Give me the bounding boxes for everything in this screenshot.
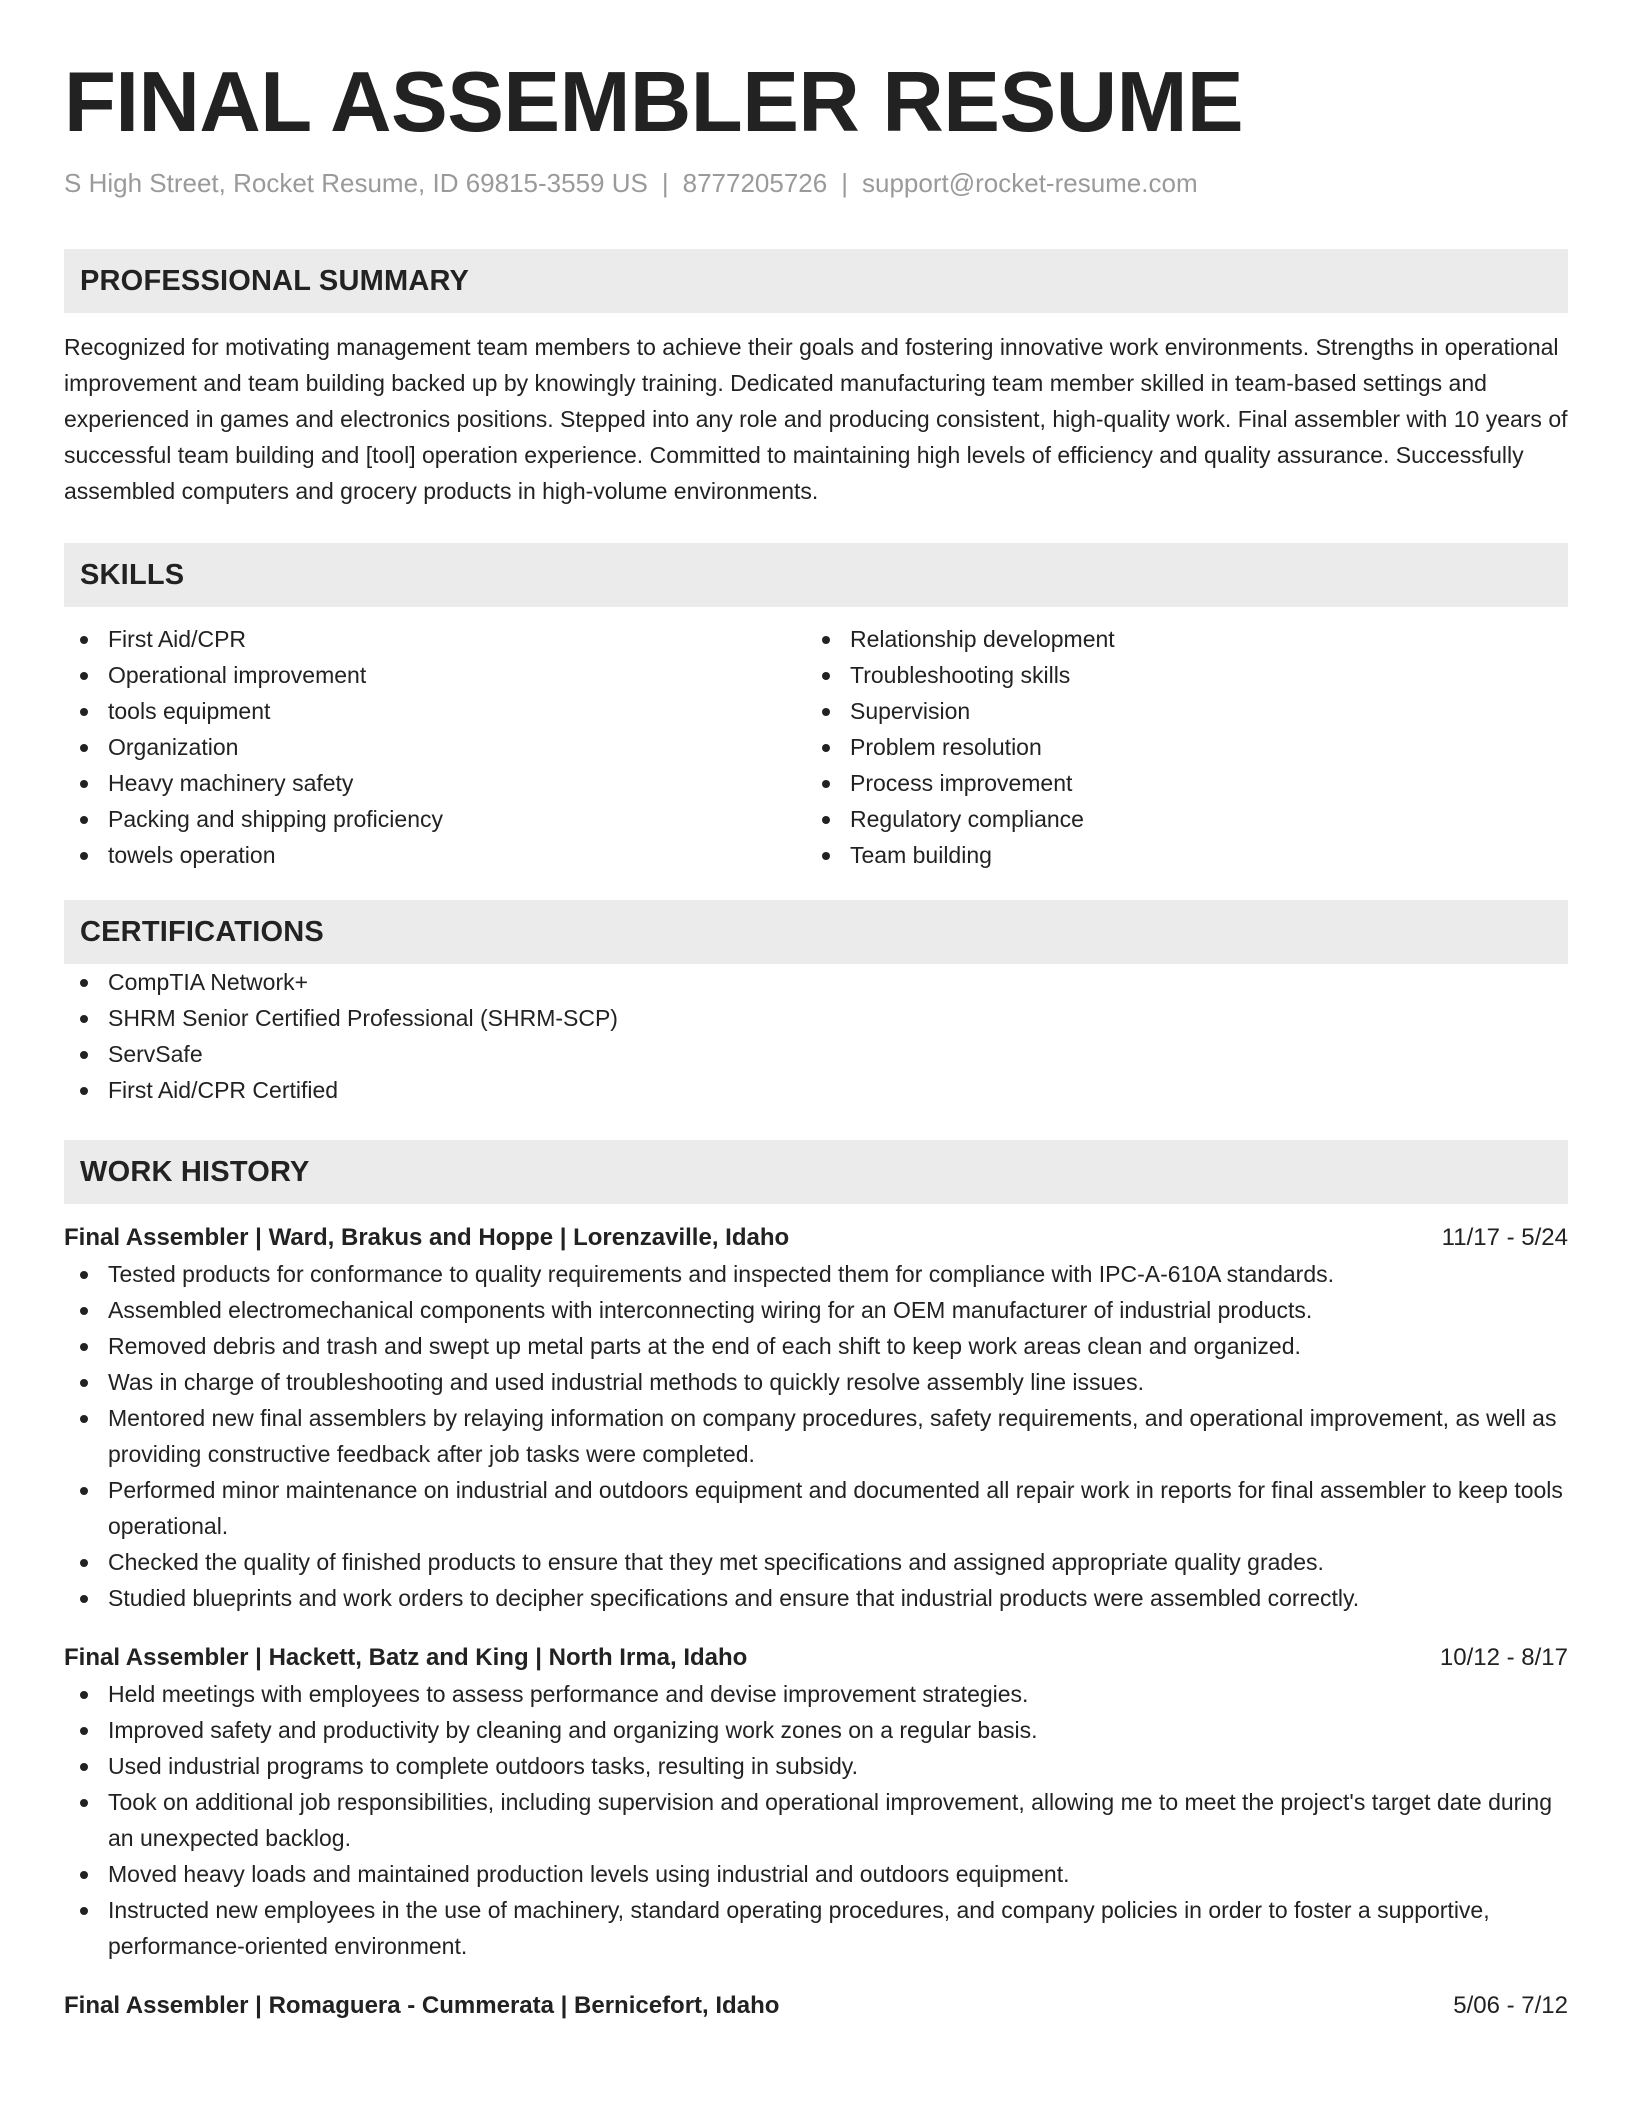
job-duty: Removed debris and trash and swept up metal parts at the end of each shift to keep work areas clean and organized. bbox=[64, 1328, 1568, 1364]
job-duty: Checked the quality of finished products to ensure that they met specifications and assigned appropriate quality grades. bbox=[64, 1544, 1568, 1580]
skill-item: Team building bbox=[806, 837, 1548, 873]
job-duty: Improved safety and productivity by cleaning and organizing work zones on a regular basis. bbox=[64, 1712, 1568, 1748]
skill-item: towels operation bbox=[64, 837, 806, 873]
job-duty: Took on additional job responsibilities, including supervision and operational improvement, allowing me to meet the project's target date during an unexpected backlog. bbox=[64, 1784, 1568, 1856]
skill-item: Supervision bbox=[806, 693, 1548, 729]
skill-item: Regulatory compliance bbox=[806, 801, 1548, 837]
job-duty: Studied blueprints and work orders to decipher specifications and ensure that industrial products were assembled correctly. bbox=[64, 1580, 1568, 1616]
skills-column-left bbox=[64, 621, 806, 873]
job-title: Final Assembler | Romaguera - Cummerata | Bernicefort, Idaho bbox=[64, 1992, 780, 2019]
job-duty: Assembled electromechanical components with interconnecting wiring for an OEM manufacturer of industrial products. bbox=[64, 1292, 1568, 1328]
section-heading-certifications: CERTIFICATIONS bbox=[64, 900, 1568, 964]
contact-email[interactable]: support@rocket-resume.com bbox=[862, 168, 1198, 198]
job-header bbox=[64, 1988, 1568, 2024]
section-heading-skills: SKILLS bbox=[64, 543, 1568, 607]
certification-item: SHRM Senior Certified Professional (SHRM-SCP) bbox=[64, 1000, 1568, 1036]
job-duty: Moved heavy loads and maintained production levels using industrial and outdoors equipment. bbox=[64, 1856, 1568, 1892]
skills-column-right bbox=[806, 621, 1548, 873]
contact-line bbox=[64, 168, 1568, 198]
contact-separator: | bbox=[841, 168, 848, 198]
skill-item: Relationship development bbox=[806, 621, 1548, 657]
job-duty: Used industrial programs to complete outdoors tasks, resulting in subsidy. bbox=[64, 1748, 1568, 1784]
certification-item: First Aid/CPR Certified bbox=[64, 1072, 1568, 1108]
summary-text: Recognized for motivating management team members to achieve their goals and fostering innovative work environments. Strengths in operational improvement and team building backed up by knowingly training. Dedicated manufacturing team member skilled in team-based settings and experienced in games and electronics positions. Stepped into any role and producing consistent, high-quality work. Final assembler with 10 years of successful team building and [tool] operation experience. Committed to maintaining high levels of efficiency and quality assurance. Successfully assembled computers and grocery products in high-volume environments. bbox=[64, 334, 1568, 504]
job-dates: 11/17 - 5/24 bbox=[1441, 1224, 1568, 1251]
job-duty: Held meetings with employees to assess performance and devise improvement strategies. bbox=[64, 1676, 1568, 1712]
job-dates: 5/06 - 7/12 bbox=[1453, 1992, 1568, 2019]
skills-list bbox=[64, 621, 1568, 873]
job-duty: Mentored new final assemblers by relaying information on company procedures, safety requirements, and operational improvement, as well as providing constructive feedback after job tasks were completed. bbox=[64, 1400, 1568, 1472]
certifications-list bbox=[64, 964, 1568, 1108]
job-title: Final Assembler | Ward, Brakus and Hoppe | Lorenzaville, Idaho bbox=[64, 1224, 790, 1251]
contact-phone: 8777205726 bbox=[682, 168, 828, 198]
skill-item: Process improvement bbox=[806, 765, 1548, 801]
skill-item: First Aid/CPR bbox=[64, 621, 806, 657]
job-duties-list bbox=[64, 1676, 1568, 1964]
certification-item: ServSafe bbox=[64, 1036, 1568, 1072]
job-header bbox=[64, 1640, 1568, 1676]
skill-item: Operational improvement bbox=[64, 657, 806, 693]
job-dates: 10/12 - 8/17 bbox=[1439, 1644, 1568, 1671]
job-duty: Performed minor maintenance on industrial and outdoors equipment and documented all repair work in reports for final assembler to keep tools operational. bbox=[64, 1472, 1568, 1544]
contact-separator: | bbox=[661, 168, 669, 198]
section-heading-summary: PROFESSIONAL SUMMARY bbox=[64, 249, 1568, 313]
resume-page bbox=[64, 0, 1568, 2024]
skill-item: Problem resolution bbox=[806, 729, 1548, 765]
skill-item: Organization bbox=[64, 729, 806, 765]
job-duty: Instructed new employees in the use of machinery, standard operating procedures, and company policies in order to foster a supportive, performance-oriented environment. bbox=[64, 1892, 1568, 1964]
certification-item: CompTIA Network+ bbox=[64, 964, 1568, 1000]
skill-item: Troubleshooting skills bbox=[806, 657, 1548, 693]
contact-address: S High Street, Rocket Resume, ID 69815-3559 US bbox=[64, 168, 648, 198]
job-header bbox=[64, 1220, 1568, 1256]
job-duties-list bbox=[64, 1256, 1568, 1616]
job-title: Final Assembler | Hackett, Batz and King | North Irma, Idaho bbox=[64, 1644, 748, 1671]
skill-item: Packing and shipping proficiency bbox=[64, 801, 806, 837]
section-heading-work-history: WORK HISTORY bbox=[64, 1140, 1568, 1204]
job-duty: Was in charge of troubleshooting and used industrial methods to quickly resolve assembly line issues. bbox=[64, 1364, 1568, 1400]
resume-title: FINAL ASSEMBLER RESUME bbox=[64, 55, 1244, 150]
job-duty: Tested products for conformance to quality requirements and inspected them for compliance with IPC-A-610A standards. bbox=[64, 1256, 1568, 1292]
skill-item: tools equipment bbox=[64, 693, 806, 729]
skill-item: Heavy machinery safety bbox=[64, 765, 806, 801]
